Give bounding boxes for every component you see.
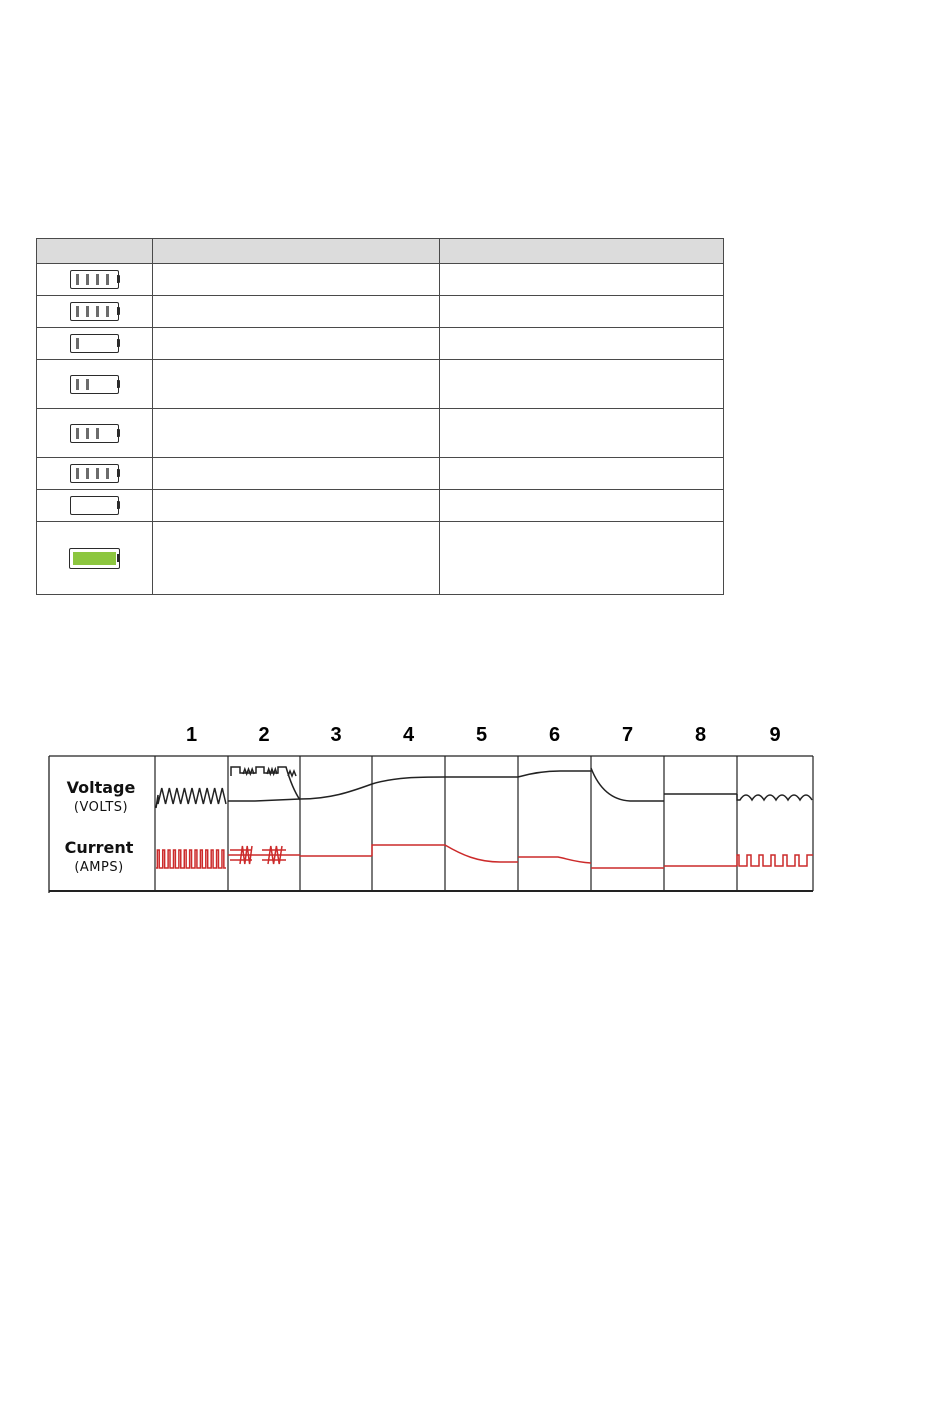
description-cell: [440, 264, 724, 296]
step-number-label: 3: [330, 724, 342, 746]
voltage-trace-segment: [228, 799, 300, 801]
indicator-cell: [37, 296, 153, 328]
indicator-cell: [37, 409, 153, 458]
voltage-trace-segment: [156, 788, 226, 808]
step-number-label: 4: [402, 724, 415, 746]
step-number-label: 8: [694, 724, 707, 746]
voltage-unit-label: (VOLTS): [73, 800, 129, 815]
table-row: [37, 360, 724, 409]
header-cell-status: [153, 239, 440, 264]
indicator-cell: [37, 490, 153, 522]
voltage-trace-segment: [737, 794, 812, 800]
status-cell: [153, 296, 440, 328]
voltage-trace-segment: [518, 771, 591, 777]
description-cell: [440, 296, 724, 328]
current-trace-segment: [240, 846, 252, 864]
table-row: [37, 409, 724, 458]
description-cell: [440, 409, 724, 458]
status-cell: [153, 522, 440, 595]
step-number-label: 7: [621, 724, 634, 746]
indicator-cell: [37, 522, 153, 595]
table-row: [37, 490, 724, 522]
current-trace-segment: [156, 850, 226, 868]
indicator-cell: [37, 360, 153, 409]
charge-status-table: [36, 238, 724, 595]
description-cell: [440, 458, 724, 490]
description-cell: [440, 522, 724, 595]
step-number-label: 2: [258, 724, 270, 746]
battery-3-bars-icon: [70, 424, 120, 443]
battery-4-bars-icon: [70, 270, 120, 289]
status-cell: [153, 360, 440, 409]
step-number-label: 1: [185, 724, 198, 746]
current-trace-segment: [737, 855, 813, 866]
status-cell: [153, 458, 440, 490]
voltage-label: Voltage: [66, 778, 136, 797]
description-cell: [440, 360, 724, 409]
battery-4-bars-icon: [70, 302, 120, 321]
indicator-cell: [37, 458, 153, 490]
step-number-label: 9: [769, 724, 781, 746]
battery-4-bars-icon: [70, 464, 120, 483]
table-row: [37, 458, 724, 490]
status-cell: [153, 409, 440, 458]
battery-2-bars-icon: [70, 375, 120, 394]
indicator-cell: [37, 264, 153, 296]
header-cell-description: [440, 239, 724, 264]
header-cell-indicator: [37, 239, 153, 264]
indicator-cell: [37, 328, 153, 360]
status-cell: [153, 490, 440, 522]
current-trace-segment: [372, 845, 445, 856]
current-unit-label: (AMPS): [74, 860, 124, 875]
battery-1-bar-icon: [70, 334, 120, 353]
current-label: Current: [64, 838, 134, 857]
voltage-trace-segment: [591, 768, 664, 801]
table-row: [37, 522, 724, 595]
charge-steps-svg: [0, 700, 950, 910]
table-row: [37, 328, 724, 360]
status-cell: [153, 328, 440, 360]
step-number-label: 6: [548, 724, 561, 746]
current-trace-segment: [445, 845, 518, 862]
description-cell: [440, 328, 724, 360]
description-cell: [440, 490, 724, 522]
charge-steps-chart: [0, 700, 950, 910]
table-row: [37, 296, 724, 328]
current-trace-segment: [518, 857, 591, 863]
status-cell: [153, 264, 440, 296]
battery-empty-icon: [70, 496, 120, 515]
battery-full-icon: [70, 549, 120, 568]
current-trace-segment: [268, 846, 282, 864]
table-row: [37, 264, 724, 296]
step-number-label: 5: [475, 724, 488, 746]
table-header-row: [37, 239, 724, 264]
